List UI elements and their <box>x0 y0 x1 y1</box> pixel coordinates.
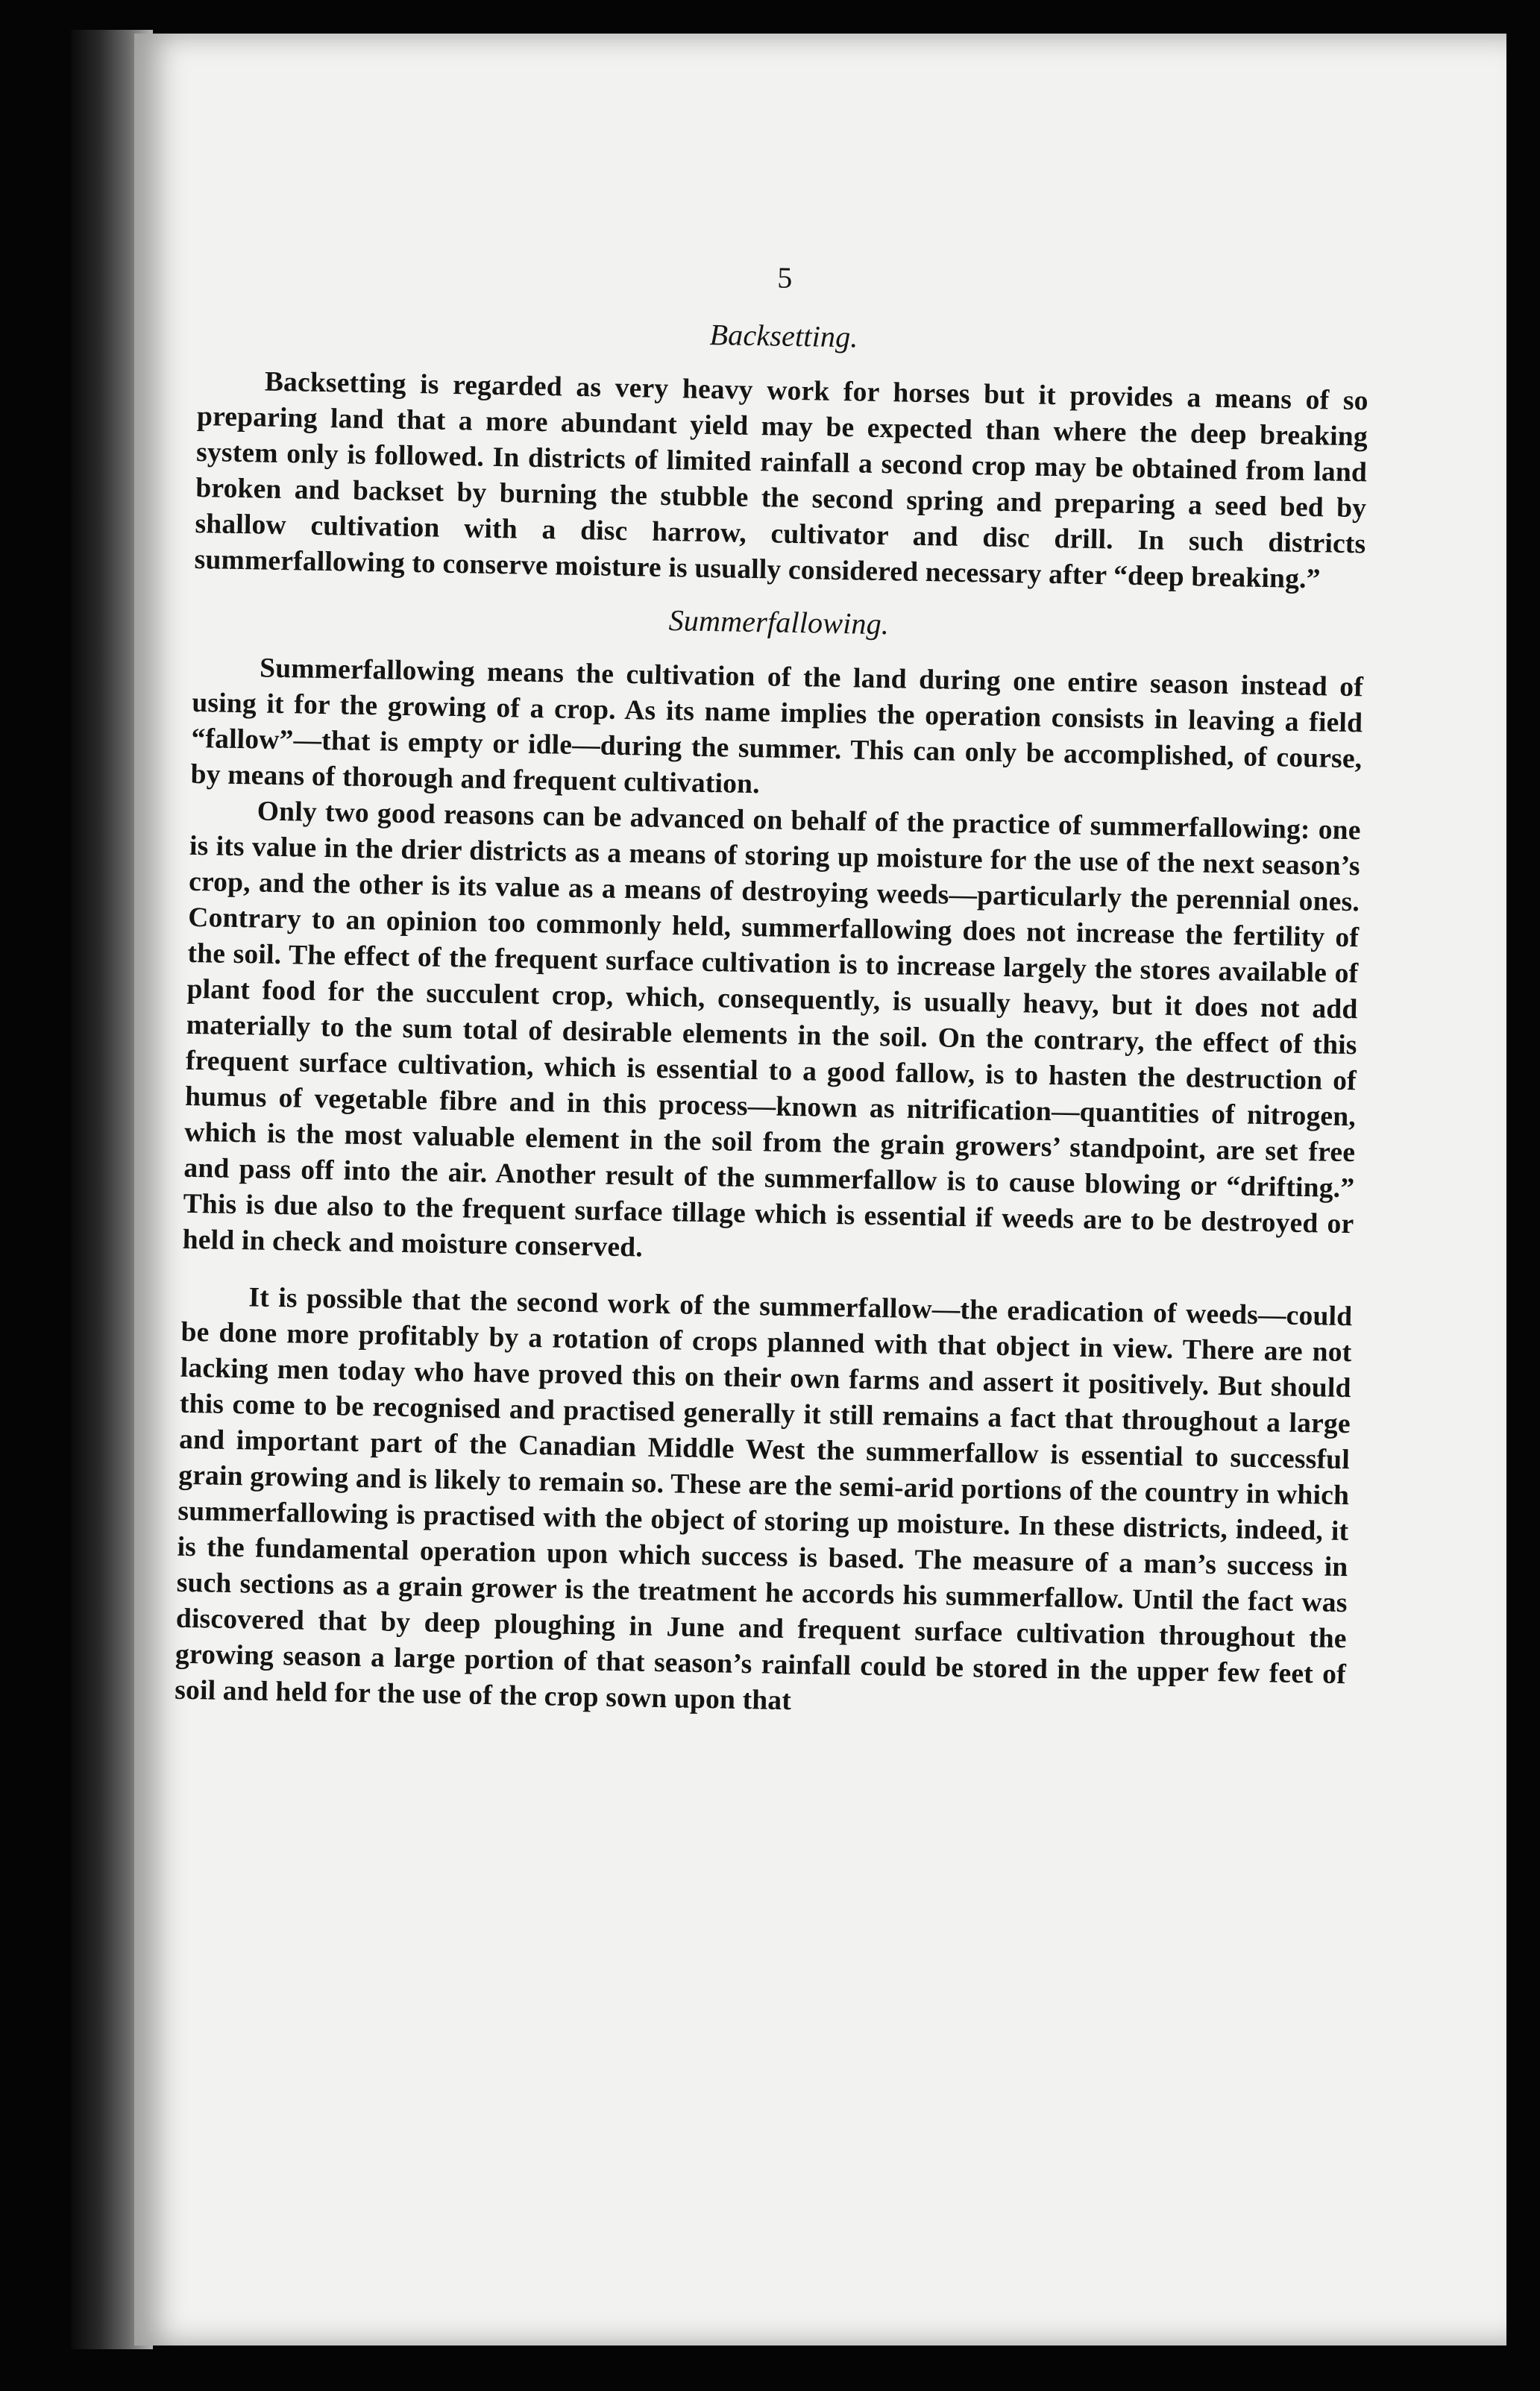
section-heading-backsetting: Backsetting. <box>709 317 858 354</box>
book-page <box>134 34 1506 2346</box>
paragraph-summerfallowing-2: Only two good reasons can be advanced on behalf of the practice of summerfallowing: one is its value in the drier districts as a means of storing up moisture for the use of the next season’s crop, and the other is its value as a means of destroying weeds—particularly the perennial ones. Contrary to an opinion too commonly held, summerfallowing does not increase the fertility of the soil. The effect of the frequent surface cultivation is to increase largely the stores available of plant food for the succulent crop, which, consequently, is usually heavy, but it does not add materially to the sum total of desirable elements in the soil. On the contrary, the effect of this frequent surface cultivation, which is essential to a good fallow, is to hasten the destruction of humus of vegetable fibre and in this process—known as nitrification—quantities of nitrogen, which is the most valuable element in the soil from the grain growers’ standpoint, are set free and pass off into the air. Another result of the summerfallow is to cause blowing or “drifting.” This is due also to the frequent surface tillage which is essential if weeds are to be destroyed or held in check and moisture conserved. <box>182 796 1362 1263</box>
page-number: 5 <box>776 260 793 295</box>
paragraph-backsetting-1: Backsetting is regarded as very heavy work for horses but it provides a means of so preparing land that a more abundant yield may be expected than where the deep breaking system only is followed. In districts of limited rainfall a second crop may be obtained from land broken and backset by burning the stubble the second spring and preparing a seed bed by shallow cultivation with a disc harrow, cultivator and disc drill. In such districts summerfallowing to conserve moisture is usually considered necessary after “deep breaking.” <box>194 366 1369 595</box>
paragraph-summerfallowing-1: Summerfallowing means the cultivation of the land during one entire season instead of using it for the growing of a crop. As its name implies the operation consists in leaving a field “fallow”—that is empty or idle—during the summer. This can only be accomplished, of course, by means of thorough and frequent cultivation. <box>190 653 1364 800</box>
page-text-block <box>175 250 1371 1729</box>
paragraph-summerfallowing-3: It is possible that the second work of the summerfallow—the eradication of weeds—could be done more profitably by a rotation of crops planned with that object in view. There are not lacking men today who have proved this on their own farms and assert it positively. But should this come to be recognised and practised generally it still remains a fact that throughout a large and important part of the Canadian Middle West the summerfallow is essential to successful grain growing and is likely to remain so. These are the semi-arid portions of the country in which summerfallowing is practised with the object of storing up moisture. In these districts, indeed, it is the fundamental operation upon which success is based. The measure of a man’s success in such sections as a grain grower is the treatment he accords his summerfallow. Until the fact was discovered that by deep ploughing in June and frequent surface cultivation throughout the growing season a large portion of that season’s rainfall could be stored in the upper few feet of soil and held for the use of the crop sown upon that <box>174 1282 1353 1717</box>
section-heading-summerfallowing: Summerfallowing. <box>668 603 890 641</box>
